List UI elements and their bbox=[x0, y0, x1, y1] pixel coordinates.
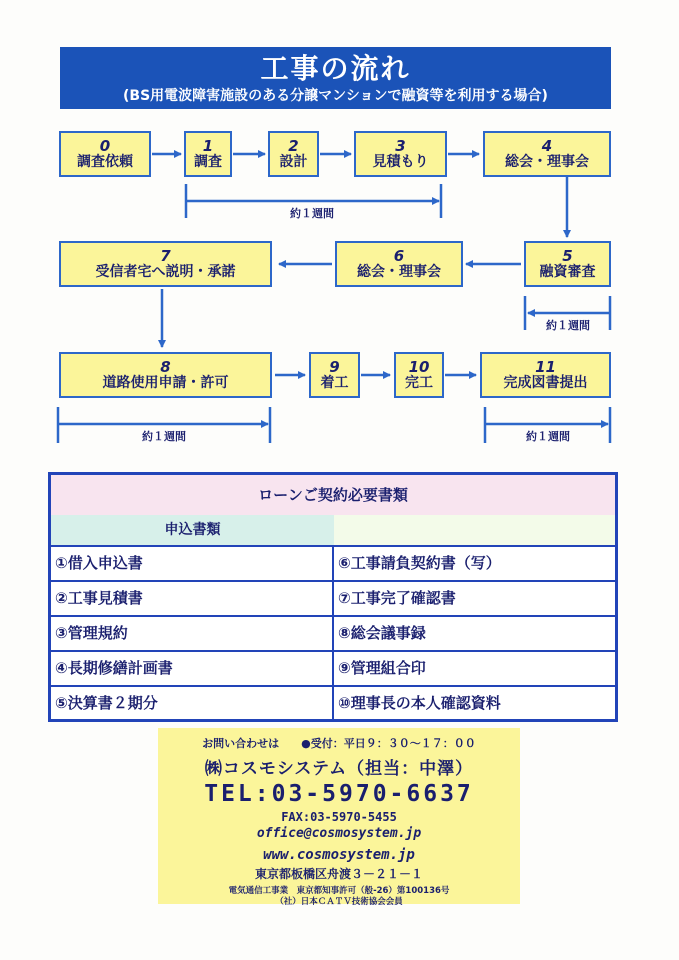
duration-label-3: 約１週間 bbox=[142, 430, 186, 443]
flow-step-11 bbox=[480, 352, 611, 398]
loan-documents-table bbox=[48, 472, 618, 722]
step-number: 8 bbox=[160, 357, 171, 376]
step-label: 調査 bbox=[194, 153, 222, 170]
step-number: 2 bbox=[288, 136, 299, 155]
step-label: 見積もり bbox=[372, 153, 429, 170]
doc-item-2: ②工事見積書 bbox=[51, 580, 334, 615]
step-label: 設計 bbox=[279, 153, 308, 170]
flow-step-0 bbox=[59, 131, 151, 177]
step-number: 3 bbox=[395, 136, 406, 155]
fax-number: FAX:03-5970-5455 bbox=[281, 810, 397, 824]
duration-label-4: 約１週間 bbox=[526, 430, 570, 443]
flow-step-6 bbox=[335, 241, 463, 287]
step-label: 総会・理事会 bbox=[357, 263, 441, 280]
step-label: 調査依頼 bbox=[77, 153, 133, 170]
duration-label-2: 約１週間 bbox=[546, 319, 590, 332]
contact-hours: お問い合わせは ●受付：平日９：３０～１７：００ bbox=[202, 737, 476, 750]
flow-step-1 bbox=[184, 131, 232, 177]
step-number: 4 bbox=[541, 136, 553, 155]
flow-step-5 bbox=[524, 241, 611, 287]
step-number: 7 bbox=[160, 246, 171, 265]
step-label: 総会・理事会 bbox=[505, 153, 589, 170]
step-number: 0 bbox=[99, 136, 111, 155]
page-subtitle: (BS用電波障害施設のある分譲マンションで融資等を利用する場合) bbox=[123, 88, 548, 104]
step-number: 6 bbox=[393, 246, 405, 265]
step-label: 完成図書提出 bbox=[503, 374, 588, 391]
company-address: 東京都板橋区舟渡３－２１－１ bbox=[254, 867, 423, 881]
phone-number[interactable]: TEL:03-5970-6637 bbox=[204, 781, 474, 807]
step-label: 完工 bbox=[405, 374, 433, 391]
flow-step-4 bbox=[483, 131, 611, 177]
flow-step-9 bbox=[309, 352, 360, 398]
step-number: 9 bbox=[329, 357, 340, 376]
step-number: 11 bbox=[535, 357, 556, 376]
flow-step-3 bbox=[354, 131, 447, 177]
step-number: 1 bbox=[202, 136, 214, 155]
website-link[interactable]: www.cosmosystem.jp bbox=[263, 847, 415, 863]
loan-table-title: ローンご契約必要書類 bbox=[51, 475, 615, 515]
duration-label-1: 約１週間 bbox=[290, 207, 334, 220]
membership-info: （社）日本ＣＡＴＶ技術協会会員 bbox=[275, 897, 403, 907]
step-label: 受信者宅へ説明・承諾 bbox=[95, 263, 236, 280]
company-name: ㈱コスモシステム（担当：中澤） bbox=[204, 759, 474, 779]
doc-item-3: ③管理規約 bbox=[51, 615, 334, 650]
step-label: 道路使用申請・許可 bbox=[102, 374, 229, 391]
step-label: 融資審査 bbox=[539, 263, 596, 280]
email-link[interactable]: office@cosmosystem.jp bbox=[256, 826, 422, 841]
page-title: 工事の流れ bbox=[260, 52, 411, 85]
flow-step-10 bbox=[394, 352, 444, 398]
doc-item-10: ⑩理事長の本人確認資料 bbox=[334, 685, 615, 720]
step-number: 10 bbox=[408, 357, 430, 376]
header-fill bbox=[334, 515, 615, 545]
doc-item-7: ⑦工事完了確認書 bbox=[334, 580, 615, 615]
step-number: 5 bbox=[562, 246, 573, 265]
license-info: 電気通信工事業 東京都知事許可（般-26）第100136号 bbox=[228, 886, 450, 896]
doc-item-9: ⑨管理組合印 bbox=[334, 650, 615, 685]
doc-item-4: ④長期修繕計画書 bbox=[51, 650, 334, 685]
doc-item-8: ⑧総会議事録 bbox=[334, 615, 615, 650]
flow-step-7 bbox=[59, 241, 272, 287]
application-docs-header: 申込書類 bbox=[51, 515, 334, 545]
flow-step-8 bbox=[59, 352, 272, 398]
doc-item-6: ⑥工事請負契約書（写） bbox=[334, 545, 615, 580]
doc-item-1: ①借入申込書 bbox=[51, 545, 334, 580]
contact-box bbox=[158, 728, 520, 907]
step-label: 着工 bbox=[320, 374, 349, 391]
doc-item-5: ⑤決算書２期分 bbox=[51, 685, 334, 720]
flow-step-2 bbox=[268, 131, 319, 177]
